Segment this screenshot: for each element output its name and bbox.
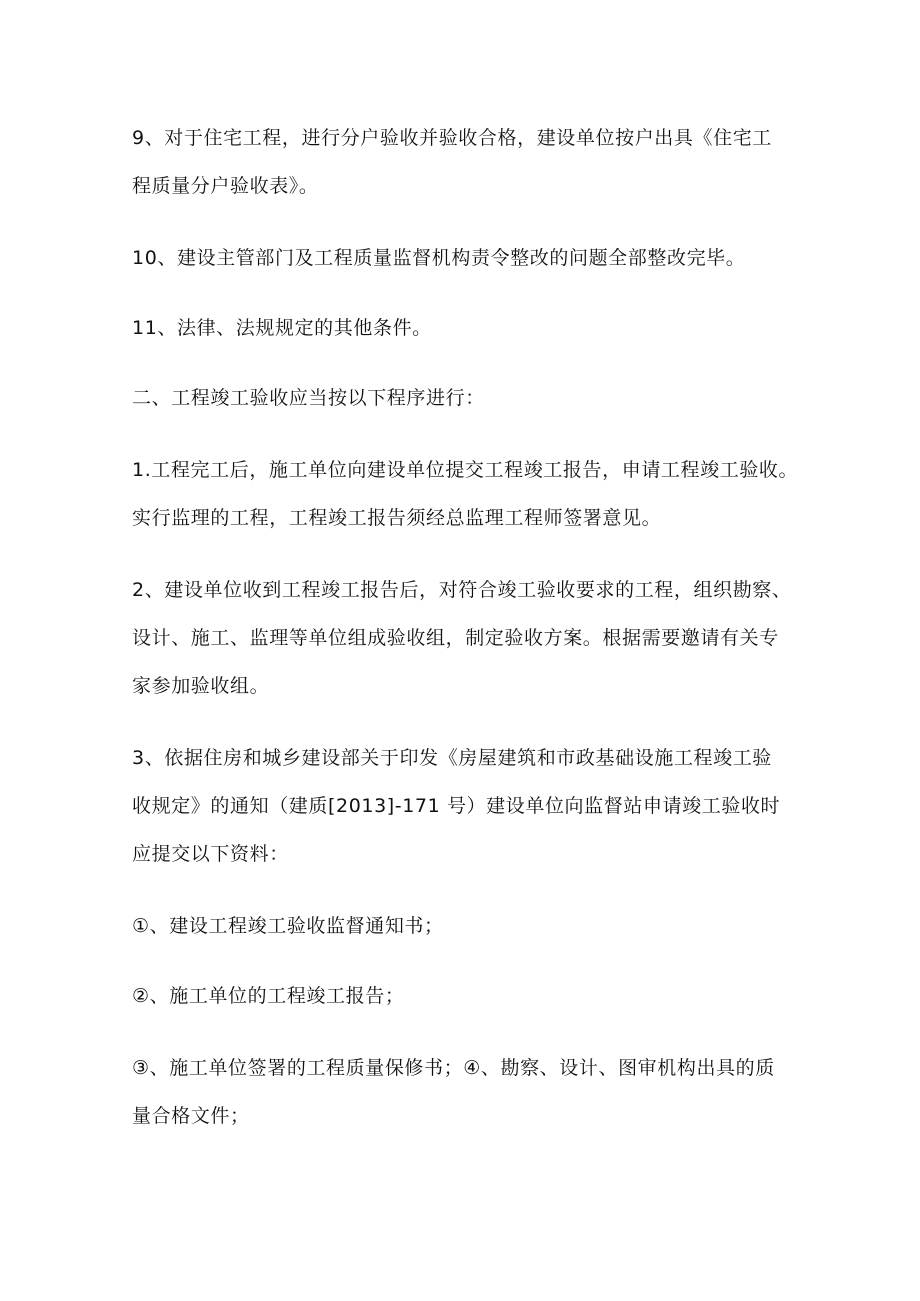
- text-line: 9、对于住宅工程，进行分户验收并验收合格，建设单位按户出具《住宅工: [132, 127, 772, 149]
- paragraph-item-11: [132, 304, 802, 352]
- paragraph-step-3: [132, 734, 802, 878]
- text-line: ③、施工单位签署的工程质量保修书；④、勘察、设计、图审机构出具的质: [132, 1057, 775, 1079]
- text-line: 1.工程完工后，施工单位向建设单位提交工程竣工报告，申请工程竣工验收。: [132, 459, 799, 481]
- text-line: 3、依据住房和城乡建设部关于印发《房屋建筑和市政基础设施工程竣工验: [132, 747, 772, 769]
- text-line: ①、建设工程竣工验收监督通知书；: [132, 915, 444, 937]
- text-line: 2、建设单位收到工程竣工报告后，对符合竣工验收要求的工程，组织勘察、: [132, 579, 792, 601]
- text-line: 实行监理的工程，工程竣工报告须经总监理工程师签署意见。: [132, 507, 662, 529]
- heading-text: 二、工程竣工验收应当按以下程序进行：: [132, 387, 485, 409]
- text-line: 应提交以下资料：: [132, 843, 289, 865]
- paragraph-step-1: [132, 446, 802, 542]
- paragraph-item-9: [132, 114, 802, 210]
- section-heading: [132, 374, 802, 422]
- text-line: ②、施工单位的工程竣工报告；: [132, 985, 405, 1007]
- text-line: 10、建设主管部门及工程质量监督机构责令整改的问题全部整改完毕。: [132, 247, 746, 269]
- paragraph-material-3-4: [132, 1044, 802, 1140]
- text-line: 11、法律、法规规定的其他条件。: [132, 317, 432, 339]
- text-line: 程质量分户验收表》。: [132, 175, 319, 197]
- paragraph-step-2: [132, 566, 802, 710]
- paragraph-item-10: [132, 234, 802, 282]
- text-line: 收规定》的通知（建质[2013]-171 号）建设单位向监督站申请竣工验收时: [132, 795, 781, 817]
- paragraph-material-1: [132, 902, 802, 950]
- text-line: 家参加验收组。: [132, 675, 270, 697]
- text-line: 量合格文件；: [132, 1105, 250, 1127]
- text-line: 设计、施工、监理等单位组成验收组，制定验收方案。根据需要邀请有关专: [132, 627, 779, 649]
- paragraph-material-2: [132, 972, 802, 1020]
